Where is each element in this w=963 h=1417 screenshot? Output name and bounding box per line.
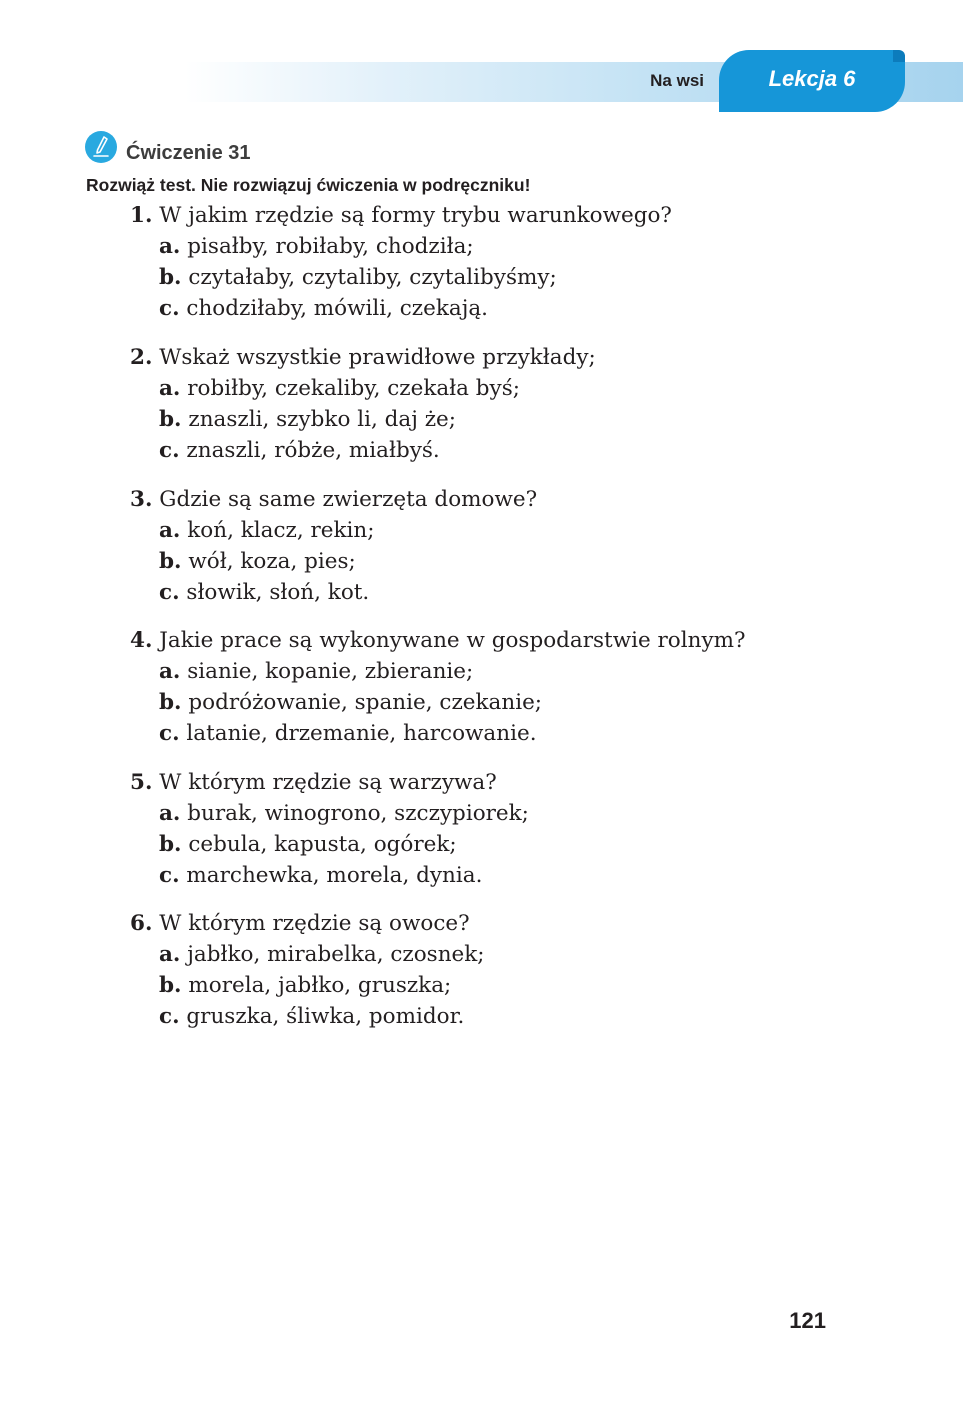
option-letter: a. xyxy=(159,518,181,543)
option-text: morela, jabłko, gruszka; xyxy=(188,973,452,998)
option-text: słowik, słoń, kot. xyxy=(186,580,370,605)
option-text: pisałby, robiłaby, chodziła; xyxy=(187,234,474,259)
option-letter: b. xyxy=(159,549,182,574)
question-stem: Jakie prace są wykonywane w gospodarstwie rolnym? xyxy=(159,628,746,653)
question-2 xyxy=(130,342,596,466)
question-5 xyxy=(130,767,529,891)
question-6 xyxy=(130,908,485,1032)
page-number: 121 xyxy=(789,1308,826,1333)
option-text: znaszli, róbże, miałbyś. xyxy=(186,438,440,463)
option-a xyxy=(130,939,485,970)
option-c xyxy=(130,435,596,466)
option-a xyxy=(130,515,537,546)
option-b xyxy=(130,970,485,1001)
question-text xyxy=(130,908,485,939)
option-b xyxy=(130,262,672,293)
section-title: Na wsi xyxy=(650,71,704,90)
option-letter: a. xyxy=(159,234,181,259)
question-stem: W którym rzędzie są owoce? xyxy=(159,911,470,936)
option-b xyxy=(130,546,537,577)
option-letter: a. xyxy=(159,376,181,401)
option-letter: b. xyxy=(159,407,182,432)
lesson-tab-corner xyxy=(893,50,905,62)
question-number: 5. xyxy=(130,770,153,795)
question-stem: W jakim rzędzie są formy trybu warunkowego? xyxy=(159,203,672,228)
option-text: jabłko, mirabelka, czosnek; xyxy=(187,942,485,967)
question-text xyxy=(130,200,672,231)
option-letter: a. xyxy=(159,942,181,967)
option-letter: c. xyxy=(159,296,180,321)
option-letter: c. xyxy=(159,1004,180,1029)
exercise-title: Ćwiczenie 31 xyxy=(126,142,251,164)
question-text xyxy=(130,484,537,515)
option-text: marchewka, morela, dynia. xyxy=(186,863,483,888)
question-stem: Gdzie są same zwierzęta domowe? xyxy=(159,487,538,512)
question-number: 6. xyxy=(130,911,153,936)
option-letter: c. xyxy=(159,580,180,605)
pencil-icon xyxy=(85,131,117,163)
option-text: czytałaby, czytaliby, czytalibyśmy; xyxy=(188,265,557,290)
option-a xyxy=(130,656,746,687)
option-b xyxy=(130,829,529,860)
option-text: znaszli, szybko li, daj że; xyxy=(188,407,457,432)
question-text xyxy=(130,342,596,373)
option-letter: a. xyxy=(159,801,181,826)
option-letter: b. xyxy=(159,265,182,290)
option-text: burak, winogrono, szczypiorek; xyxy=(187,801,529,826)
option-letter: c. xyxy=(159,438,180,463)
question-number: 2. xyxy=(130,345,153,370)
question-stem: Wskaż wszystkie prawidłowe przykłady; xyxy=(159,345,596,370)
option-text: sianie, kopanie, zbieranie; xyxy=(187,659,474,684)
option-a xyxy=(130,231,672,262)
question-3 xyxy=(130,484,537,608)
option-c xyxy=(130,718,746,749)
question-text xyxy=(130,767,529,798)
option-c xyxy=(130,1001,485,1032)
option-text: podróżowanie, spanie, czekanie; xyxy=(188,690,543,715)
option-text: koń, klacz, rekin; xyxy=(187,518,375,543)
option-letter: b. xyxy=(159,973,182,998)
option-text: chodziłaby, mówili, czekają. xyxy=(186,296,489,321)
option-a xyxy=(130,373,596,404)
option-c xyxy=(130,860,529,891)
lesson-label: Lekcja 6 xyxy=(768,66,856,91)
option-text: cebula, kapusta, ogórek; xyxy=(188,832,457,857)
question-text xyxy=(130,625,746,656)
exercise-instruction: Rozwiąż test. Nie rozwiązuj ćwiczenia w podręczniku! xyxy=(86,175,531,195)
option-letter: c. xyxy=(159,863,180,888)
option-b xyxy=(130,687,746,718)
question-number: 4. xyxy=(130,628,153,653)
option-text: wół, koza, pies; xyxy=(188,549,356,574)
option-letter: a. xyxy=(159,659,181,684)
option-text: robiłby, czekaliby, czekała byś; xyxy=(187,376,520,401)
option-letter: c. xyxy=(159,721,180,746)
option-c xyxy=(130,293,672,324)
question-stem: W którym rzędzie są warzywa? xyxy=(159,770,497,795)
option-letter: b. xyxy=(159,832,182,857)
question-number: 1. xyxy=(130,203,153,228)
option-text: latanie, drzemanie, harcowanie. xyxy=(186,721,537,746)
option-a xyxy=(130,798,529,829)
question-1 xyxy=(130,200,672,324)
question-number: 3. xyxy=(130,487,153,512)
option-text: gruszka, śliwka, pomidor. xyxy=(186,1004,465,1029)
option-b xyxy=(130,404,596,435)
option-letter: b. xyxy=(159,690,182,715)
option-c xyxy=(130,577,537,608)
question-4 xyxy=(130,625,746,749)
